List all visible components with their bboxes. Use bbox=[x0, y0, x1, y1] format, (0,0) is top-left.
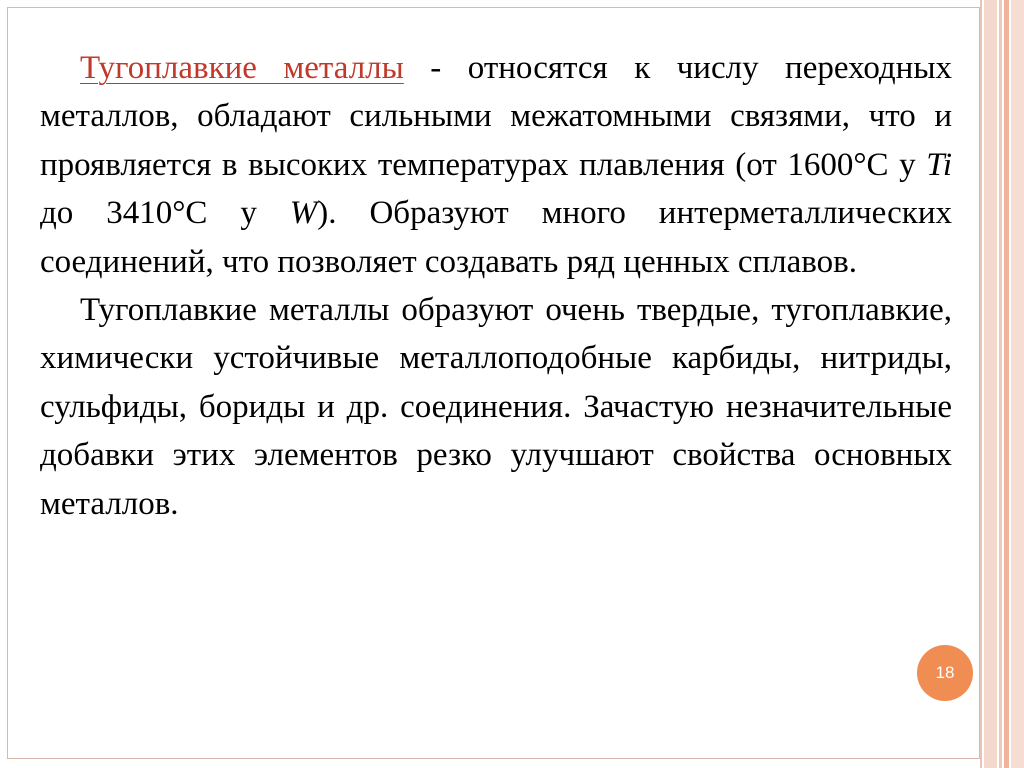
symbol-w: W bbox=[289, 195, 318, 232]
symbol-ti: Ti bbox=[926, 146, 952, 183]
stripe bbox=[999, 0, 1002, 768]
slide-body bbox=[40, 44, 952, 528]
stripe bbox=[1004, 0, 1009, 768]
decorative-stripes bbox=[980, 0, 1024, 768]
page-number-badge: 18 bbox=[917, 645, 973, 701]
paragraph-1-text: - относятся к числу переходных металлов, обладают сильными межатомными связями, что и проявляется в высоких температурах плавления (от 1600°С у bbox=[40, 50, 952, 183]
stripe bbox=[980, 0, 982, 768]
paragraph-2: Тугоплавкие металлы образуют очень твердые, тугоплавкие, химически устойчивые металлоподобные карбиды, нитриды, сульфиды, бориды и др. соединения. Зачастую незначительные добавки этих элементов резко улучшают свойства основных металлов. bbox=[40, 292, 952, 522]
paragraph-1-between: до 3410°С у bbox=[40, 195, 290, 232]
stripe bbox=[1011, 0, 1024, 768]
term-link[interactable]: Тугоплавкие металлы bbox=[80, 50, 404, 86]
paragraph-1 bbox=[40, 44, 952, 286]
paragraph-1-rest: ). Образуют много интерметаллических соединений, что позволяет создавать ряд ценных сплавов. bbox=[40, 195, 952, 280]
stripe bbox=[984, 0, 997, 768]
